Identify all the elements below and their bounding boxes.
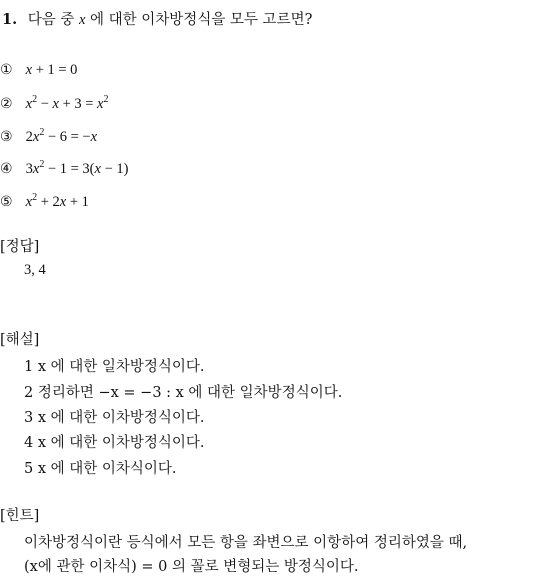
choice-3 — [0, 127, 97, 146]
explanation-line-1 — [24, 355, 205, 376]
explanation-line-2 — [24, 381, 342, 402]
choice-expression: $x^2 + 2x + 1$ — [25, 192, 89, 210]
answer-value: 3, 4 — [24, 262, 46, 278]
question-number: 1. — [2, 11, 18, 28]
choice-marker: ① — [0, 62, 13, 78]
hint-line-2: (x에 관한 이차식) = 0 의 꼴로 변형되는 방정식이다. — [24, 559, 359, 575]
explanation-text: 2 정리하면 −x = −3 : x 에 대한 일차방정식이다. — [24, 385, 343, 401]
answer-label: [정답] — [0, 239, 40, 255]
explanation-line-4 — [24, 431, 205, 452]
explanation-text: 1 x 에 대한 일차방정식이다. — [24, 359, 205, 375]
explanation-label: [해설] — [0, 332, 40, 348]
choice-4 — [0, 159, 128, 178]
hint-line-1: 이차방정식이란 등식에서 모든 항을 좌변으로 이항하여 정리하였을 때, — [24, 535, 468, 551]
choice-5 — [0, 192, 89, 211]
choice-marker: ⑤ — [0, 194, 13, 210]
question-variable: x — [79, 12, 86, 28]
explanation-line-3 — [24, 406, 205, 427]
choice-expression: $2x^2 - 6 = -x$ — [25, 127, 98, 145]
explanation-text: 5 x 에 대한 이차식이다. — [24, 461, 177, 477]
choice-1 — [0, 62, 77, 79]
explanation-line-5 — [24, 457, 177, 478]
explanation-text: 3 x 에 대한 이차방정식이다. — [24, 410, 205, 426]
choice-expression: x + 1 = 0 — [25, 62, 78, 78]
choice-marker: ④ — [0, 161, 13, 177]
explanation-text: 4 x 에 대한 이차방정식이다. — [24, 435, 205, 451]
hint-label: [힌트] — [0, 508, 40, 524]
choice-expression: $x^2 - x + 3 = x^2$ — [25, 94, 109, 112]
question-line — [2, 8, 312, 29]
choice-marker: ③ — [0, 129, 13, 145]
choice-2 — [0, 94, 108, 113]
question-text-after: 에 대한 이차방정식을 모두 고르면? — [90, 12, 313, 28]
choice-marker: ② — [0, 96, 13, 112]
choice-expression: $3x^2 - 1 = 3(x - 1)$ — [25, 159, 129, 177]
question-text-before: 다음 중 — [27, 12, 75, 28]
